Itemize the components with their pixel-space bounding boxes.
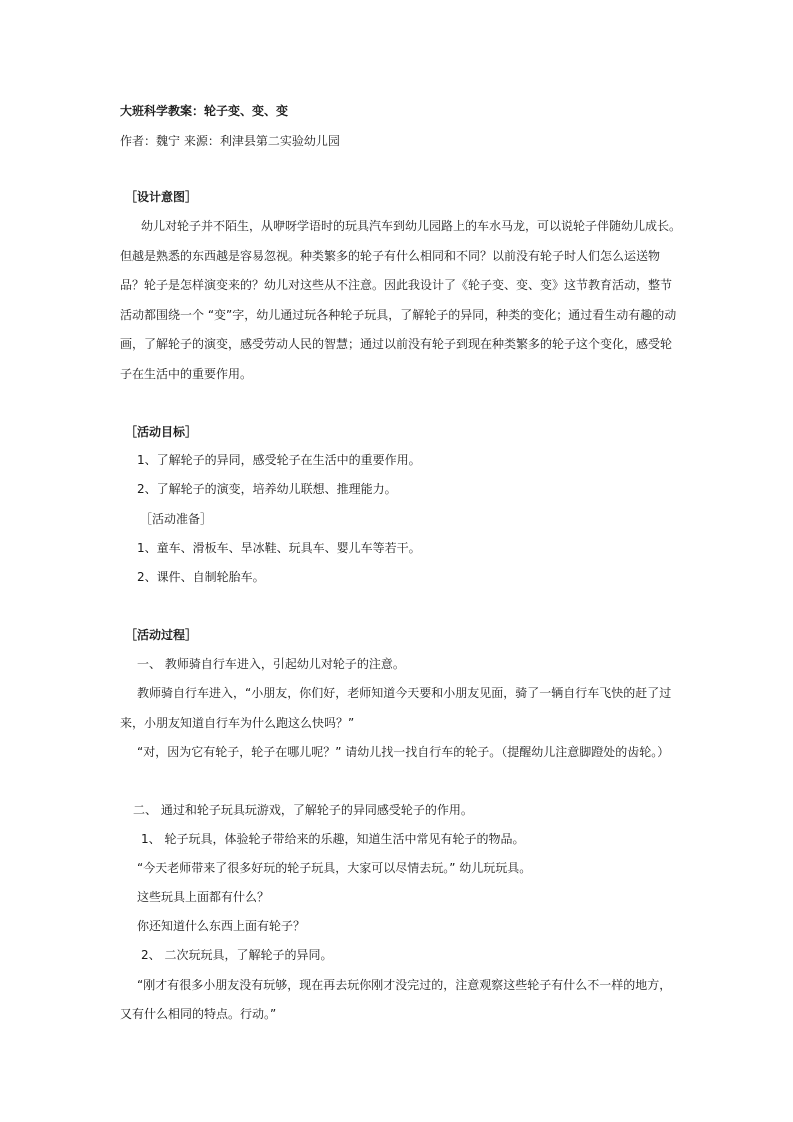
prep-item: 1、童车、滑板车、旱冰鞋、玩具车、婴儿车等若干。	[137, 541, 421, 555]
process-line: 1、 轮子玩具，体验轮子带给来的乐趣，知道生活中常见有轮子的物品。	[141, 832, 525, 846]
process-line: “刚才有很多小朋友没有玩够，现在再去玩你刚才没完过的，注意观察这些轮子有什么不一样的地方，	[137, 978, 672, 992]
process-heading: ［活动过程］	[125, 628, 198, 642]
goals-heading: ［活动目标］	[125, 425, 198, 439]
byline: 作者：魏宁 来源：利津县第二实验幼儿园	[120, 134, 340, 148]
process-line: 这些玩具上面都有什么？	[137, 890, 270, 904]
prep-heading: ［活动准备］	[140, 512, 213, 526]
goal-item: 2、了解轮子的演变，培养幼儿联想、推理能力。	[137, 482, 397, 496]
design-line: 但越是熟悉的东西越是容易忽视。种类繁多的轮子有什么相同和不同？以前没有轮子时人们怎么运送物	[120, 249, 661, 263]
process-line: “今天老师带来了很多好玩的轮子玩具，大家可以尽情去玩。” 幼儿玩玩具。	[137, 861, 532, 875]
process-line: 教师骑自行车进入，“小朋友，你们好，老师知道今天要和小朋友见面，骑了一辆自行车飞快的赶了过	[137, 686, 672, 700]
process-part1-title: 一、 教师骑自行车进入，引起幼儿对轮子的注意。	[137, 657, 405, 671]
design-line: 活动都围绕一个 “变”字，幼儿通过玩各种轮子玩具，了解轮子的异同，种类的变化；通过看生动有趣的动	[120, 308, 677, 322]
process-line: 你还知道什么东西上面有轮子？	[137, 919, 306, 933]
design-line: 画，了解轮子的演变，感受劳动人民的智慧；通过以前没有轮子到现在种类繁多的轮子这个变化，感受轮	[120, 337, 673, 351]
process-line: 2、 二次玩玩具，了解轮子的异同。	[141, 948, 333, 962]
process-line: 又有什么相同的特点。行动。”	[120, 1007, 277, 1021]
process-part2-title: 二、 通过和轮子玩具玩游戏，了解轮子的异同感受轮子的作用。	[133, 803, 473, 817]
prep-item: 2、课件、自制轮胎车。	[137, 570, 265, 584]
document-title: 大班科学教案：轮子变、变、变	[120, 104, 289, 118]
design-line: 子在生活中的重要作用。	[120, 367, 253, 381]
design-line: 品？轮子是怎样演变来的？幼儿对这些从不注意。因此我设计了《轮子变、变、变》这节教育活动，整节	[120, 278, 673, 292]
process-line: 来，小朋友知道自行车为什么跑这么快吗？”	[120, 716, 355, 730]
design-line: 幼儿对轮子并不陌生，从咿呀学语时的玩具汽车到幼儿园路上的车水马龙，可以说轮子伴随幼儿成长。	[141, 219, 682, 233]
goal-item: 1、了解轮子的异同，感受轮子在生活中的重要作用。	[137, 453, 421, 467]
design-heading: ［设计意图］	[125, 190, 198, 204]
process-line: “对，因为它有轮子，轮子在哪儿呢？” 请幼儿找一找自行车的轮子。（提醒幼儿注意脚蹬处的齿轮。）	[137, 745, 670, 759]
